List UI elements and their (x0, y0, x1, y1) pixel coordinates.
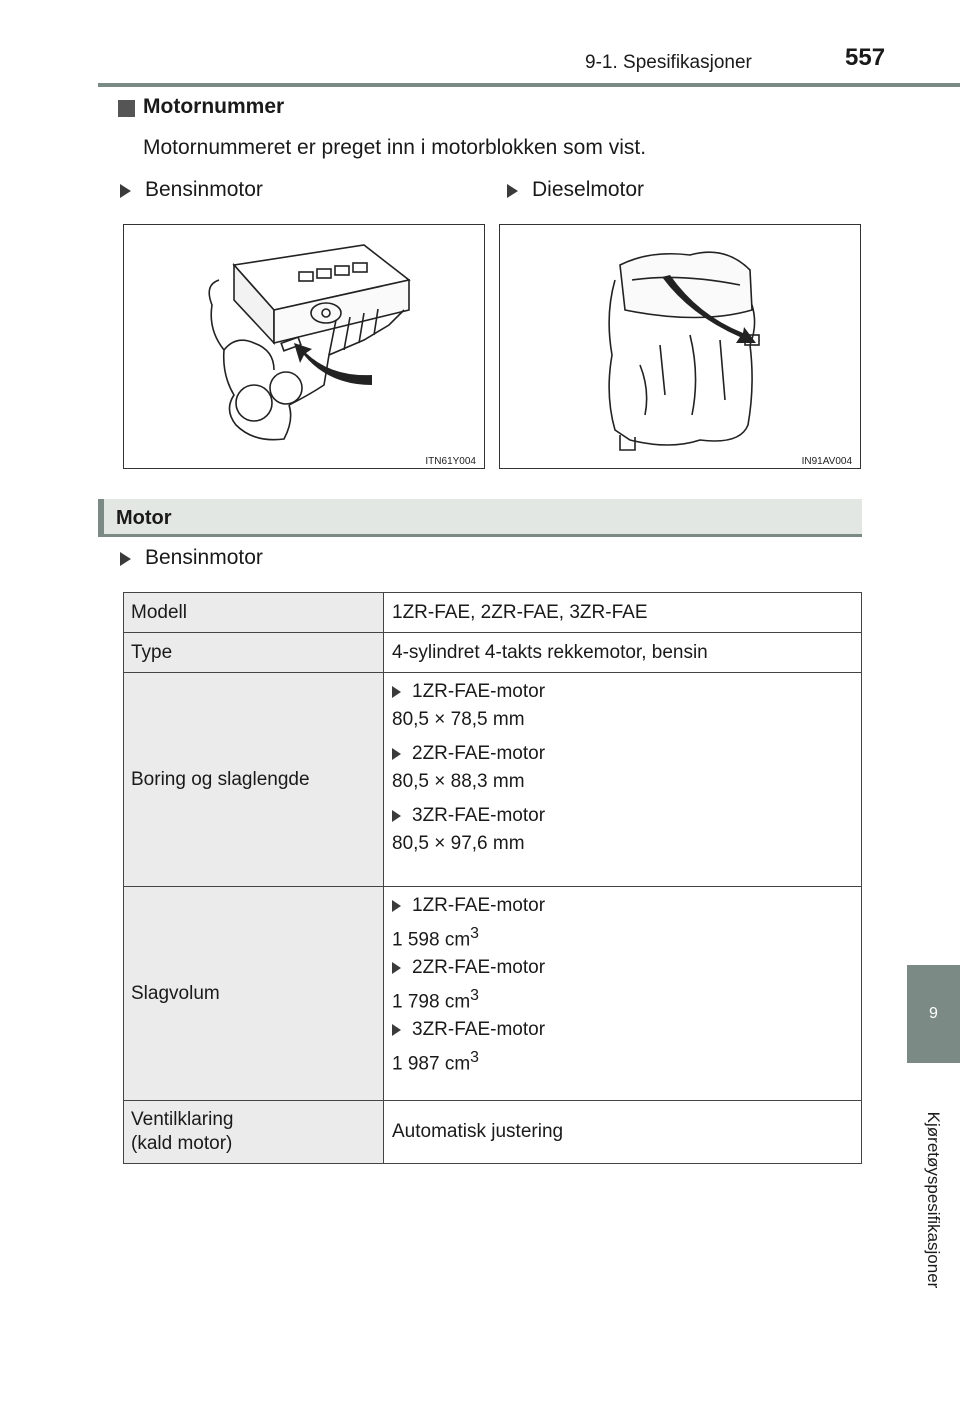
table-row (124, 887, 862, 1101)
list-item (392, 1016, 853, 1044)
figure-code-left: ITN61Y004 (425, 456, 476, 467)
row-label: Slagvolum (124, 887, 384, 1101)
displacement-text: 1 798 cm (392, 991, 471, 1013)
motor-subheading-text: Bensinmotor (145, 546, 263, 569)
motor-heading-bar (98, 499, 862, 537)
list-item (392, 954, 853, 982)
row-label-line1: Ventilklaring (131, 1109, 234, 1130)
engine-value (392, 920, 853, 951)
side-tab (907, 965, 960, 1063)
row-value: Automatisk justering (384, 1101, 862, 1164)
row-value: 1ZR-FAE, 2ZR-FAE, 3ZR-FAE (384, 593, 862, 633)
page-number: 557 (845, 44, 886, 71)
engine-name: 3ZR-FAE-motor (412, 1019, 546, 1040)
engine-name: 1ZR-FAE-motor (412, 681, 546, 702)
row-value (384, 887, 862, 1101)
triangle-bullet-icon (120, 552, 131, 566)
square-bullet-icon (118, 100, 135, 117)
row-value (384, 673, 862, 887)
superscript: 3 (470, 925, 479, 942)
engine-name: 2ZR-FAE-motor (412, 957, 546, 978)
table-row (124, 633, 862, 673)
section-intro: Motornummeret er preget inn i motorblokken som vist. (143, 136, 647, 159)
row-label: Modell (124, 593, 384, 633)
figure-code-right: IN91AV004 (801, 456, 852, 467)
petrol-engine-illustration (124, 225, 484, 468)
header-section: 9-1. Spesifikasjoner (585, 52, 752, 73)
displacement-text: 1 987 cm (392, 1053, 471, 1075)
header-rule (98, 83, 960, 87)
list-item (392, 892, 853, 920)
triangle-bullet-icon (392, 686, 401, 698)
engine-name: 2ZR-FAE-motor (412, 743, 546, 764)
engine-name: 3ZR-FAE-motor (412, 805, 546, 826)
triangle-bullet-icon (392, 748, 401, 760)
triangle-bullet-icon (507, 184, 518, 198)
row-label (124, 1101, 384, 1164)
motor-heading: Motor (116, 507, 172, 529)
displacement-text: 1 598 cm (392, 929, 471, 951)
row-label-line2: (kald motor) (131, 1133, 233, 1154)
side-tab-number: 9 (929, 1005, 938, 1022)
engine-value (392, 982, 853, 1013)
superscript: 3 (470, 1049, 479, 1066)
triangle-bullet-icon (392, 810, 401, 822)
section-title: Motornummer (143, 95, 285, 118)
list-item (392, 740, 853, 768)
engine-value: 80,5 × 88,3 mm (392, 771, 525, 792)
side-tab-label: Kjøretøyspesifikasjoner (924, 1111, 943, 1289)
table-row (124, 673, 862, 887)
row-value: 4-sylindret 4-takts rekkemotor, bensin (384, 633, 862, 673)
engine-value (392, 1044, 853, 1075)
engine-value: 80,5 × 97,6 mm (392, 833, 525, 854)
caption-petrol-text: Bensinmotor (145, 178, 263, 201)
list-item (392, 802, 853, 830)
triangle-bullet-icon (392, 1024, 401, 1036)
triangle-bullet-icon (120, 184, 131, 198)
row-label: Type (124, 633, 384, 673)
caption-diesel-text: Dieselmotor (532, 178, 645, 201)
motor-spec-table (123, 592, 862, 1164)
figure-diesel-engine (499, 224, 861, 469)
triangle-bullet-icon (392, 962, 401, 974)
superscript: 3 (470, 987, 479, 1004)
row-label: Boring og slaglengde (124, 673, 384, 887)
engine-value: 80,5 × 78,5 mm (392, 709, 525, 730)
engine-name: 1ZR-FAE-motor (412, 895, 546, 916)
diesel-engine-illustration (500, 225, 860, 468)
figure-petrol-engine (123, 224, 485, 469)
table-row (124, 1101, 862, 1164)
motor-heading-accent (98, 499, 104, 537)
triangle-bullet-icon (392, 900, 401, 912)
list-item (392, 678, 853, 706)
table-row (124, 593, 862, 633)
